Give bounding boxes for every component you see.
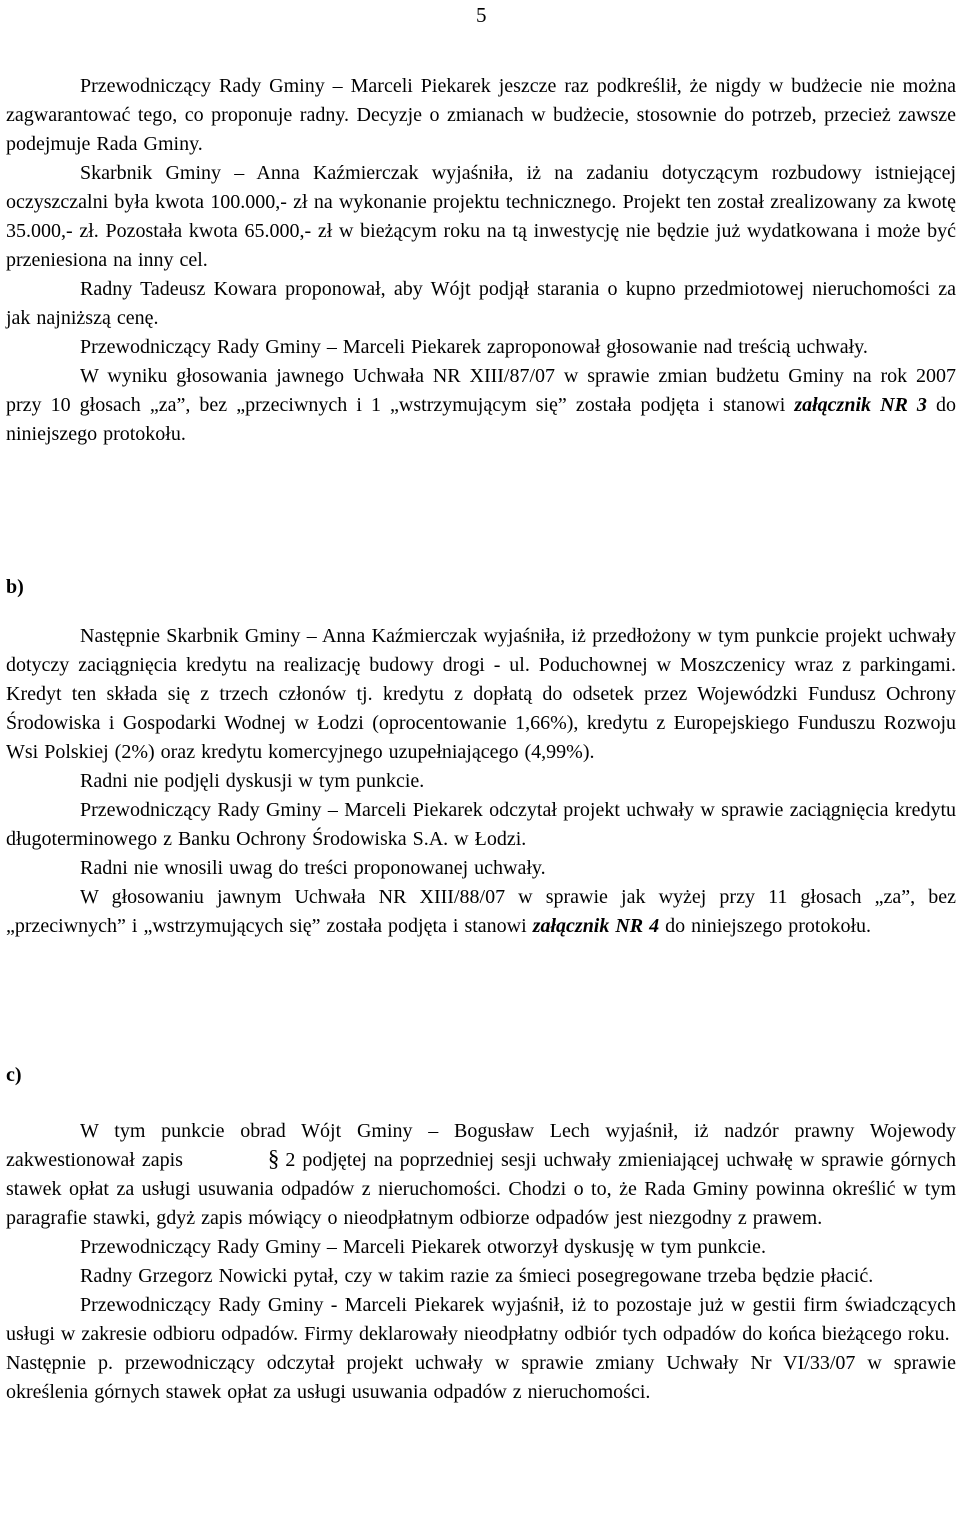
section-c-text [6,1117,956,1407]
section-b [6,575,956,599]
section-c [6,1063,956,1087]
paragraph [6,854,956,883]
attachment-reference: załącznik NR 3 [794,394,927,416]
paragraph [6,159,956,275]
paragraph [6,1291,956,1349]
text-run: do niniejszego protokołu. [6,394,957,445]
section-b-heading: b) [6,576,24,598]
text-run: Przewodniczący Rady Gminy – Marceli Piekarek zaproponował głosowanie nad treścią uchwały. [80,336,868,358]
section-a-text [6,72,956,449]
text-run: Następnie p. przewodniczący odczytał projekt uchwały w sprawie zmiany Uchwały Nr VI/33/07 w sprawie określenia górnych stawek opłat za usługi usuwania odpadów z nieruchomości. [6,1352,956,1403]
paragraph [6,333,956,362]
paragraph [6,622,956,767]
text-run: Radni nie podjęli dyskusji w tym punkcie. [80,770,425,792]
paragraph [6,1262,956,1291]
text-run: Radny Tadeusz Kowara proponował, aby Wójt podjął starania o kupno przedmiotowej nieruchomości za jak najniższą cenę. [6,278,956,329]
section-c-rest [6,1233,956,1407]
section-b-text [6,622,956,941]
paragraph-sign-glyph: § [267,1146,280,1171]
paragraph [6,767,956,796]
text-run: W tym punkcie obrad Wójt Gminy – Bogusław Lech wyjaśnił, iż nadzór prawny Wojewody zakwestionował zapis [6,1120,956,1171]
paragraph [6,796,956,854]
text-run: Przewodniczący Rady Gminy – Marceli Piekarek otworzył dyskusję w tym punkcie. [80,1236,766,1258]
attachment-reference: załącznik NR 4 [532,915,660,937]
paragraph [6,1233,956,1262]
paragraph [6,1349,956,1407]
text-run: Skarbnik Gminy – Anna Kaźmierczak wyjaśniła, iż na zadaniu dotyczącym rozbudowy istniejącej oczyszczalni była kwota 100.000,- zł na wykonanie projektu technicznego. Projekt ten został zrealizowany za kwotę 35.000,- zł. Pozostała kwota 65.000,- zł w bieżącym roku na tą inwestycję nie będzie już wydatkowana i może być przeniesiona na inny cel. [6,162,956,271]
section-c-heading: c) [6,1064,22,1086]
paragraph [6,72,956,159]
text-run: do niniejszego protokołu. [659,915,872,937]
page-number: 5 [476,3,487,27]
text-run: W głosowaniu jawnym Uchwała NR XIII/88/07 w sprawie jak wyżej przy 11 głosach „za”, bez „przeciwnych” i „wstrzymujących się” została podjęta i stanowi [6,886,956,937]
text-run: Przewodniczący Rady Gminy – Marceli Piekarek jeszcze raz podkreślił, że nigdy w budżecie nie można zagwarantować tego, co proponuje radny. Decyzje o zmianach w budżecie, stosownie do potrzeb, przecież zawsze podejmuje Rada Gminy. [6,75,956,155]
text-run: Radni nie wnosili uwag do treści proponowanej uchwały. [80,857,546,879]
paragraph [6,275,956,333]
paragraph [6,362,956,449]
text-run: Następnie Skarbnik Gminy – Anna Kaźmierczak wyjaśniła, iż przedłożony w tym punkcie projekt uchwały dotyczy zaciągnięcia kredytu na realizację budowy drogi - ul. Poduchownej w Moszczenicy wraz z parkingami. Kredyt ten składa się z trzech członów tj. kredytu z dopłatą do odsetek przez Wojewódzki Fundusz Ochrony Środowiska i Gospodarki Wodnej w Łodzi (oprocentowanie 1,66%), kredytu z Europejskiego Funduszu Rozwoju Wsi Polskiej (2%) oraz kredytu komercyjnego uzupełniającego (4,99%). [6,625,956,763]
text-run: Przewodniczący Rady Gminy – Marceli Piekarek odczytał projekt uchwały w sprawie zaciągnięcia kredytu długoterminowego z Banku Ochrony Środowiska S.A. w Łodzi. [6,799,956,850]
paragraph [6,1117,956,1233]
text-run: W wyniku głosowania jawnego Uchwała NR XIII/87/07 w sprawie zmian budżetu Gminy na rok 2007 przy 10 głosach „za”, bez „przeciwnych i 1 „wstrzymującym się” została podjęta i stanowi [6,365,956,416]
text-run: 2 podjętej na poprzedniej sesji uchwały zmieniającej uchwałę w sprawie górnych stawek opłat za usługi usuwania odpadów z nieruchomości. Chodzi o to, że Rada Gminy powinna określić w tym paragrafie stawki, gdyż zapis mówiący o nieodpłatnym odbiorze odpadów jest niezgodny z prawem. [6,1149,956,1229]
paragraph [6,883,956,941]
text-run: Radny Grzegorz Nowicki pytał, czy w takim razie za śmieci posegregowane trzeba będzie płacić. [80,1265,874,1287]
text-run: Przewodniczący Rady Gminy - Marceli Piekarek wyjaśnił, iż to pozostaje już w gestii firm świadczących usługi w zakresie odbioru odpadów. Firmy deklarowały nieodpłatny odbiór tych odpadów do końca bieżącego roku. [6,1294,956,1345]
